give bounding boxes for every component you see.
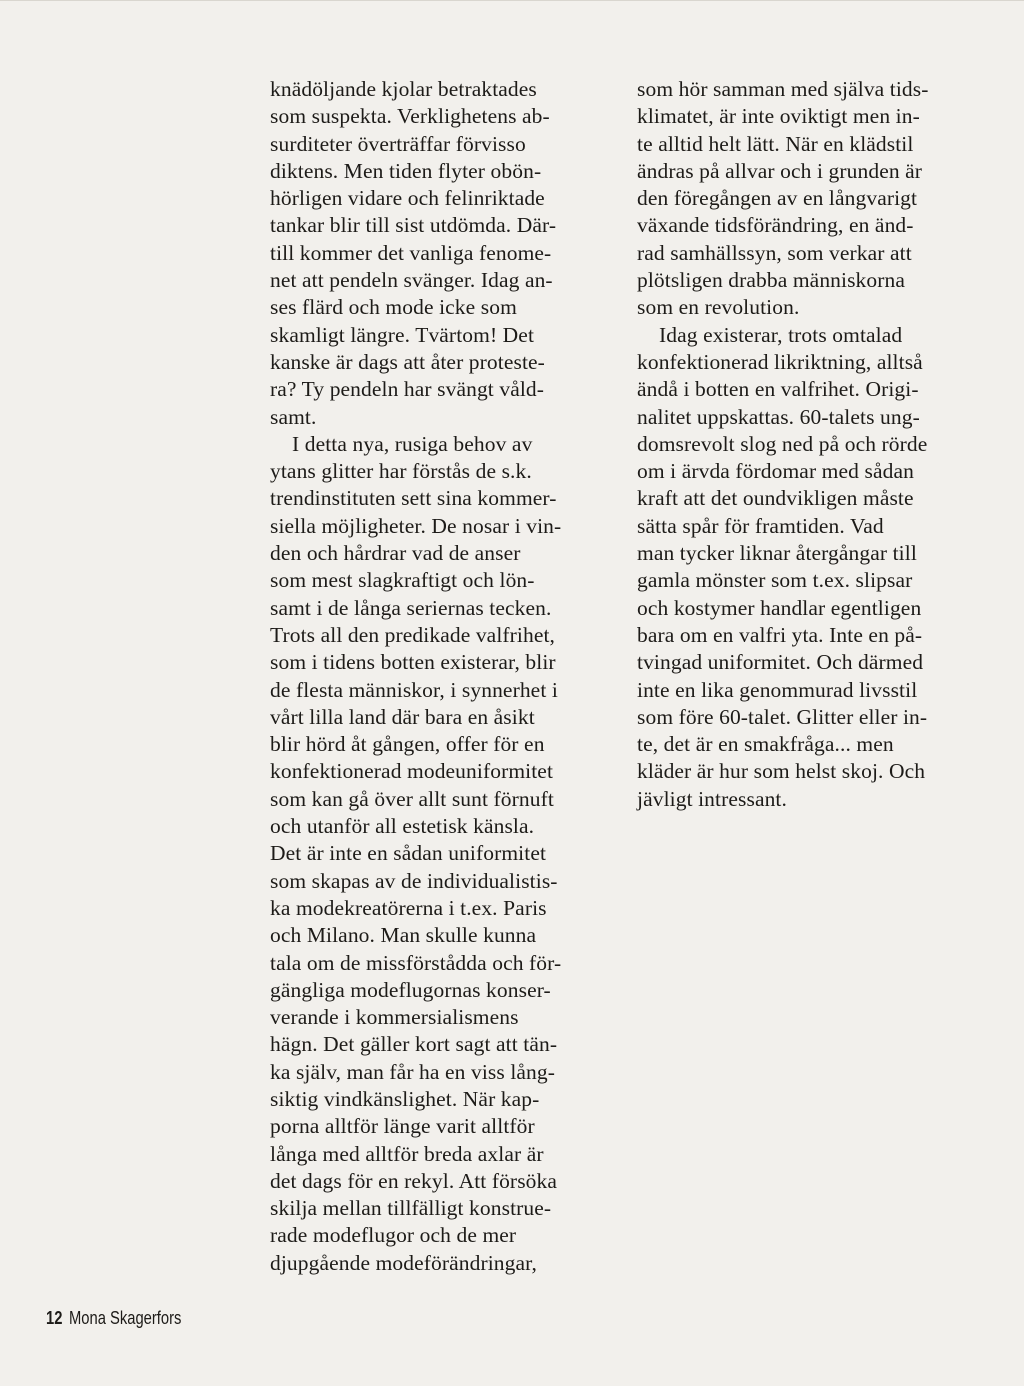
text-line: till kommer det vanliga fenome-	[270, 240, 552, 265]
text-line: plötsligen drabba människorna	[637, 268, 906, 293]
text-line: siktig vindkänslighet. När kap-	[270, 1086, 540, 1111]
right-text-column	[637, 76, 987, 813]
text-line: det dags för en rekyl. Att försöka	[270, 1168, 558, 1193]
text-line: bara om en valfri yta. Inte en på-	[637, 622, 923, 647]
text-line: långa med alltför breda axlar är	[270, 1141, 544, 1166]
text-line: kläder är hur som helst skoj. Och	[637, 759, 926, 784]
text-line: trendinstituten sett sina kommer-	[270, 486, 557, 511]
text-line: som skapas av de individualistis-	[270, 868, 558, 893]
text-line: surditeter överträffar förvisso	[270, 131, 526, 156]
text-line: den föregången av en långvarigt	[637, 186, 918, 211]
text-line: ka modekreatörerna i t.ex. Paris	[270, 895, 547, 920]
text-line: som mest slagkraftigt och lön-	[270, 568, 535, 593]
text-line: sätta spår för framtiden. Vad	[637, 513, 884, 538]
text-line: som suspekta. Verklighetens ab-	[270, 104, 550, 129]
text-line: och Milano. Man skulle kunna	[270, 923, 537, 948]
text-line: net att pendeln svänger. Idag an-	[270, 268, 553, 293]
text-line: om i ärvda fördomar med sådan	[637, 459, 914, 484]
text-line: vårt lilla land där bara en åsikt	[270, 704, 535, 729]
text-line: porna alltför länge varit alltför	[270, 1114, 535, 1139]
text-line: ändras på allvar och i grunden är	[637, 158, 923, 183]
text-line: gängliga modeflugornas konser-	[270, 977, 551, 1002]
text-line: tvingad uniformitet. Och därmed	[637, 650, 924, 675]
text-line: som kan gå över allt sunt förnuft	[270, 786, 554, 811]
text-line: ytans glitter har förstås de s.k.	[270, 459, 532, 484]
left-text-column	[270, 76, 620, 1277]
text-line: klimatet, är inte oviktigt men in-	[637, 104, 920, 129]
text-line: gamla mönster som t.ex. slipsar	[637, 568, 913, 593]
page-footer	[46, 1308, 181, 1329]
text-line: skilja mellan tillfälligt konstrue-	[270, 1196, 552, 1221]
text-line: Det är inte en sådan uniformitet	[270, 841, 547, 866]
text-line: och kostymer handlar egentligen	[637, 595, 922, 620]
text-line: rade modeflugor och de mer	[270, 1223, 517, 1248]
text-line: man tycker liknar återgångar till	[637, 541, 917, 566]
text-line: nalitet uppskattas. 60-talets ung-	[637, 404, 920, 429]
text-line: te alltid helt lätt. När en klädstil	[637, 131, 914, 156]
text-line: blir hörd åt gången, offer för en	[270, 732, 545, 757]
text-line: rad samhällssyn, som verkar att	[637, 240, 912, 265]
text-line: den och hårdrar vad de anser	[270, 541, 521, 566]
text-line: som i tidens botten existerar, blir	[270, 650, 556, 675]
text-line: skamligt längre. Tvärtom! Det	[270, 322, 535, 347]
text-line: knädöljande kjolar betraktades	[270, 77, 537, 101]
text-line: ka själv, man får ha en viss lång-	[270, 1059, 555, 1084]
text-line: kanske är dags att åter proteste-	[270, 349, 545, 374]
text-line: hörligen vidare och felinriktade	[270, 186, 545, 211]
text-line: jävligt intressant.	[637, 786, 787, 811]
author-name: Mona Skagerfors	[68, 1308, 182, 1328]
text-line: konfektionerad likriktning, alltså	[637, 349, 923, 374]
text-line: tala om de missförstådda och för-	[270, 950, 562, 975]
text-line: verande i kommersialismens	[270, 1005, 519, 1030]
text-line: inte en lika genommurad livsstil	[637, 677, 918, 702]
text-line: kraft att det oundvikligen måste	[637, 486, 914, 511]
page-number: 12	[46, 1308, 63, 1328]
text-line: Trots all den predikade valfrihet,	[270, 622, 556, 647]
text-line: konfektionerad modeuniformitet	[270, 759, 554, 784]
text-line: samt.	[270, 404, 317, 429]
text-line: samt i de långa seriernas tecken.	[270, 595, 552, 620]
text-line: te, det är en smakfråga... men	[637, 732, 894, 757]
text-line: tankar blir till sist utdömda. Där-	[270, 213, 557, 238]
text-line: ses flärd och mode icke som	[270, 295, 517, 320]
text-line: som före 60-talet. Glitter eller in-	[637, 704, 928, 729]
text-line: hägn. Det gäller kort sagt att tän-	[270, 1032, 558, 1057]
text-line: som hör samman med själva tids-	[637, 77, 929, 101]
text-line: som en revolution.	[637, 295, 800, 320]
text-line: de flesta människor, i synnerhet i	[270, 677, 558, 702]
paragraph-start-line: I detta nya, rusiga behov av	[292, 431, 533, 456]
text-line: djupgående modeförändringar,	[270, 1250, 538, 1275]
text-line: domsrevolt slog ned på och rörde	[637, 431, 928, 456]
text-line: siella möjligheter. De nosar i vin-	[270, 513, 562, 538]
paragraph-start-line: Idag existerar, trots omtalad	[659, 322, 903, 347]
text-line: ra? Ty pendeln har svängt våld-	[270, 377, 545, 402]
text-line: ändå i botten en valfrihet. Origi-	[637, 377, 919, 402]
text-line: diktens. Men tiden flyter obön-	[270, 158, 542, 183]
text-line: växande tidsförändring, en änd-	[637, 213, 914, 238]
text-line: och utanför all estetisk känsla.	[270, 814, 535, 839]
